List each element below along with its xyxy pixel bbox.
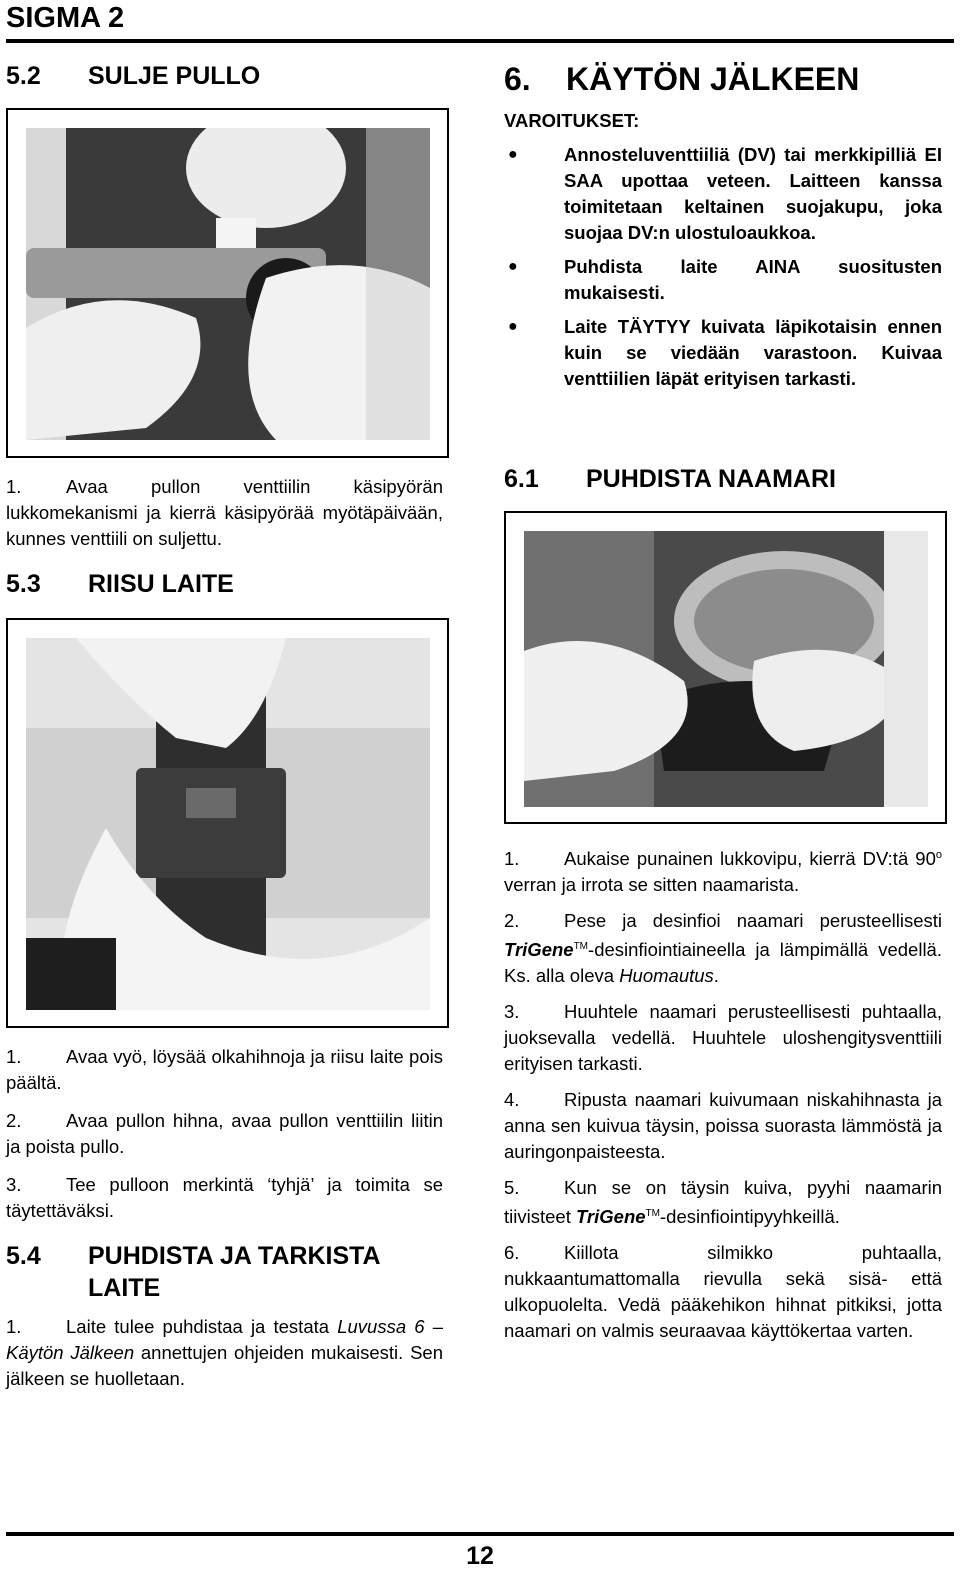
photo-remove-apparatus (26, 638, 430, 1010)
step-5-4-1: 1. Laite tulee puhdistaa ja testata Luvussa 6 – Käytön Jälkeen annettujen ohjeiden mukaisesti. Sen jälkeen se huolletaan. (6, 1316, 444, 1389)
page-number: 12 (466, 1542, 494, 1570)
photo-frame-clean-mask (504, 511, 947, 824)
bullet-icon: ● (508, 318, 518, 335)
warnings-title: VAROITUKSET: (504, 110, 640, 131)
document-title: SIGMA 2 (6, 2, 125, 34)
section-5-3-heading: 5.3 RIISU LAITE (6, 570, 234, 598)
bullet-icon: ● (508, 146, 518, 163)
photo-frame-close-cylinder (6, 108, 449, 458)
step-6-1-2: 2. Pese ja desinfioi naamari perusteellisesti TriGene™-desinfiointiaineella ja lämpimällä vedellä. Ks. alla oleva Huomautus. (504, 910, 942, 987)
chapter-reference: Luvussa 6 – Käytön Jälkeen (6, 1316, 444, 1363)
step-6-1-1: 1. Aukaise punainen lukkovipu, kierrä DV:tä 90$^o$ verran ja irrota se sitten naamarista. (504, 848, 942, 896)
warning-item: ● Puhdista laite AINA suositusten mukaisesti. (508, 256, 942, 303)
section-5-2-heading: 5.2 SULJE PULLO (6, 62, 261, 90)
header-rule (6, 39, 954, 43)
step-6-1-3: 3. Huuhtele naamari perusteellisesti puhtaalla, juoksevalla vedellä. Huuhtele uloshengitysventtiili erityisen tarkasti. (504, 1001, 942, 1075)
bullet-icon: ● (508, 258, 518, 275)
section-5-4-heading: 5.4 PUHDISTA JA TARKISTA LAITE (6, 1242, 381, 1302)
photo-clean-mask (524, 531, 928, 807)
warning-item: ● Annosteluventtiiliä (DV) tai merkkipilliä EI SAA upottaa veteen. Laitteen kanssa toimitetaan keltainen suojakupu, joka suojaa DV:n ulostuloaukkoa. (508, 144, 942, 243)
brand-name: TriGene (504, 939, 574, 961)
step-5-3-2: 2. Avaa pullon hihna, avaa pullon venttiilin liitin ja poista pullo. (6, 1110, 443, 1157)
photo-close-cylinder (26, 128, 430, 440)
step-6-1-5: 5. Kun se on täysin kuiva, pyyhi naamarin tiivisteet TriGene™-desinfiointipyyhkeillä. (504, 1177, 942, 1228)
warning-item: ● Laite TÄYTYY kuivata läpikotaisin ennen kuin se viedään varastoon. Kuivaa venttiilien läpät erityisen tarkasti. (508, 316, 942, 389)
step-5-3-3: 3. Tee pulloon merkintä ‘tyhjä’ ja toimita se täytettäväksi. (6, 1174, 443, 1221)
step-6-1-4: 4. Ripusta naamari kuivumaan niskahihnasta ja anna sen kuivua täysin, poissa suorasta lämmöstä ja auringonpaisteesta. (504, 1089, 942, 1163)
photo-frame-remove-apparatus (6, 618, 449, 1028)
section-5-3-steps (6, 1044, 443, 1224)
step-6-1-6: 6. Kiillota silmikko puhtaalla, nukkaantumattomalla rievulla sekä sisä- että ulkopuolelta. Vedä pääkehikon hihnat pitkiksi, jotta naamari on valmis seuraavaa käyttökertaa varten. (504, 1242, 942, 1342)
brand-name: TriGene (575, 1206, 646, 1228)
section-6-1-heading: 6.1 PUHDISTA NAAMARI (504, 465, 836, 493)
section-6-heading: 6. KÄYTÖN JÄLKEEN (504, 61, 860, 97)
step-5-2-1: 1. Avaa pullon venttiilin käsipyörän lukkomekanismi ja kierrä käsipyörää myötäpäivään, kunnes venttiili on suljettu. (6, 476, 443, 549)
footer-rule (6, 1532, 954, 1536)
warnings-list (504, 142, 942, 400)
section-6-1-steps (504, 842, 942, 1344)
step-5-3-1: 1. Avaa vyö, löysää olkahihnoja ja riisu laite pois päältä. (6, 1046, 443, 1093)
